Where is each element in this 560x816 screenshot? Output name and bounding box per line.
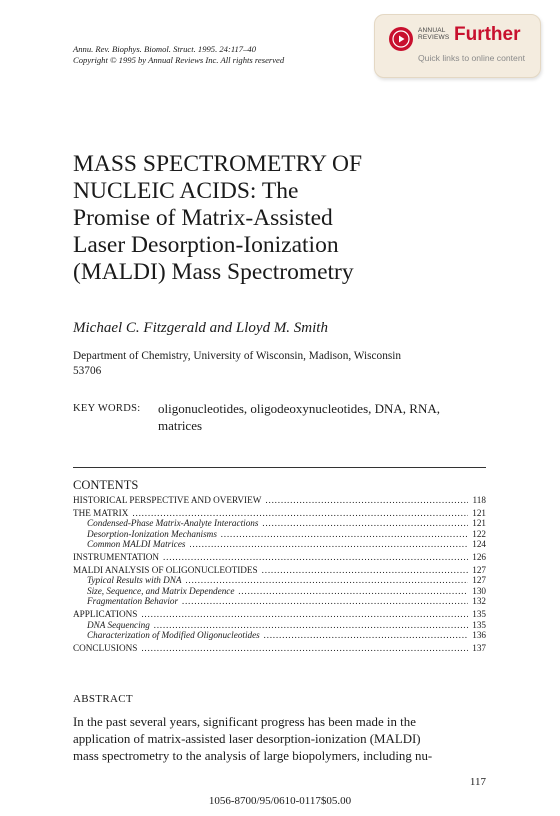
page-number: 117 xyxy=(469,776,486,788)
toc-entry[interactable] xyxy=(73,552,486,563)
abstract-line-1: In the past several years, significant progress has been made in the xyxy=(73,715,416,729)
toc-leader xyxy=(190,539,468,550)
keywords-line-2: matrices xyxy=(158,418,203,433)
toc-entry-label: Common MALDI Matrices xyxy=(87,539,186,550)
toc-entry-label: DNA Sequencing xyxy=(87,619,150,630)
toc-subentry[interactable] xyxy=(73,620,486,631)
toc-entry-page: 132 xyxy=(472,596,486,607)
toc-leader xyxy=(262,518,468,529)
toc-subentry[interactable] xyxy=(73,596,486,607)
toc-entry-page: 136 xyxy=(472,630,486,641)
badge-title: Further xyxy=(454,24,521,45)
toc-entry-label: Size, Sequence, and Matrix Dependence xyxy=(87,585,235,596)
toc-leader xyxy=(264,630,468,641)
abstract-line-2: application of matrix-assisted laser desorption-ionization (MALDI) xyxy=(73,732,421,746)
badge-subtitle: Quick links to online content xyxy=(418,53,526,63)
toc-leader xyxy=(265,495,468,506)
footer-code: 1056-8700/95/0610-0117$05.00 xyxy=(208,795,352,807)
toc-entry-label: HISTORICAL PERSPECTIVE AND OVERVIEW xyxy=(73,495,262,505)
toc-entry-label: INSTRUMENTATION xyxy=(73,551,160,562)
toc-leader xyxy=(238,586,468,597)
title-line: Laser Desorption-Ionization xyxy=(73,232,339,258)
play-circle-icon xyxy=(389,27,413,51)
abstract-heading: ABSTRACT xyxy=(73,693,133,705)
title-line: Promise of Matrix-Assisted xyxy=(73,205,333,231)
toc-entry-label: Typical Results with DNA xyxy=(87,575,182,586)
title-line: NUCLEIC ACIDS: The xyxy=(73,178,299,204)
citation-line-1: Annu. Rev. Biophys. Biomol. Struct. 1995. 24:117–40 xyxy=(73,44,256,54)
section-divider xyxy=(73,467,486,468)
title-line: MASS SPECTROMETRY OF xyxy=(73,151,363,177)
toc-leader xyxy=(154,620,468,631)
further-links-badge[interactable] xyxy=(374,14,541,78)
toc-leader xyxy=(182,596,468,607)
toc-leader xyxy=(141,609,468,620)
toc-entry[interactable] xyxy=(73,609,486,620)
toc-entry[interactable] xyxy=(73,495,486,506)
affiliation xyxy=(73,349,483,379)
toc-entry-page: 121 xyxy=(472,518,486,529)
abstract-line-3: mass spectrometry to the analysis of large biopolymers, including nu- xyxy=(73,749,433,763)
toc-subentry[interactable] xyxy=(73,630,486,641)
authors: Michael C. Fitzgerald and Lloyd M. Smith xyxy=(73,320,328,336)
toc-subentry[interactable] xyxy=(73,575,486,586)
toc-entry-page: 124 xyxy=(472,539,486,550)
contents-heading: CONTENTS xyxy=(73,478,139,492)
toc-entry-page: 135 xyxy=(472,619,486,630)
abstract-body xyxy=(73,714,486,765)
toc-entry[interactable] xyxy=(73,643,486,654)
toc-entry-label: Desorption-Ionization Mechanisms xyxy=(87,528,217,539)
toc-leader xyxy=(141,643,468,654)
toc-entry-label: Characterization of Modified Oligonucleotides xyxy=(87,630,260,641)
citation xyxy=(73,44,284,66)
keywords-line-1: oligonucleotides, oligodeoxynucleotides, DNA, RNA, xyxy=(158,401,440,416)
toc-entry[interactable] xyxy=(73,565,486,576)
toc-leader xyxy=(221,529,468,540)
toc-leader xyxy=(132,508,468,519)
toc-entry-page: 135 xyxy=(472,608,486,619)
toc-entry-page: 122 xyxy=(472,528,486,539)
toc-entry-page: 130 xyxy=(472,585,486,596)
toc-entry-label: THE MATRIX xyxy=(73,507,129,518)
toc-entry-page: 121 xyxy=(472,507,486,518)
toc-entry-label: Condensed-Phase Matrix-Analyte Interactions xyxy=(87,518,259,529)
toc-entry-page: 127 xyxy=(472,575,486,586)
toc-entry-label: CONCLUSIONS xyxy=(73,642,138,653)
toc-subentry[interactable] xyxy=(73,586,486,597)
toc-entry-label: APPLICATIONS xyxy=(73,608,138,619)
toc-entry-label: Fragmentation Behavior xyxy=(87,596,179,607)
affiliation-line-2: 53706 xyxy=(73,365,102,377)
toc-subentry[interactable] xyxy=(73,518,486,529)
keywords-label: KEY WORDS: xyxy=(73,403,141,414)
badge-brand xyxy=(418,27,449,41)
toc-entry-label: MALDI ANALYSIS OF OLIGONUCLEOTIDES xyxy=(73,564,258,575)
toc-leader xyxy=(186,575,468,586)
citation-line-2: Copyright © 1995 by Annual Reviews Inc. All rights reserved xyxy=(73,55,285,65)
badge-brand-line-1: ANNUAL xyxy=(418,27,446,34)
badge-brand-line-2: REVIEWS xyxy=(418,34,450,41)
toc-entry-page: 118 xyxy=(472,495,486,505)
toc-entry[interactable] xyxy=(73,508,486,519)
toc-leader xyxy=(163,552,468,563)
toc-entry-page: 137 xyxy=(472,642,486,653)
title-line: (MALDI) Mass Spectrometry xyxy=(73,259,354,285)
toc-subentry[interactable] xyxy=(73,529,486,540)
toc-entry-page: 126 xyxy=(472,551,486,562)
table-of-contents xyxy=(73,495,486,653)
toc-leader xyxy=(262,565,468,576)
toc-subentry[interactable] xyxy=(73,539,486,550)
affiliation-line-1: Department of Chemistry, University of Wisconsin, Madison, Wisconsin xyxy=(73,350,402,362)
keywords-text xyxy=(158,400,498,434)
toc-entry-page: 127 xyxy=(472,564,486,575)
article-title xyxy=(73,151,493,286)
